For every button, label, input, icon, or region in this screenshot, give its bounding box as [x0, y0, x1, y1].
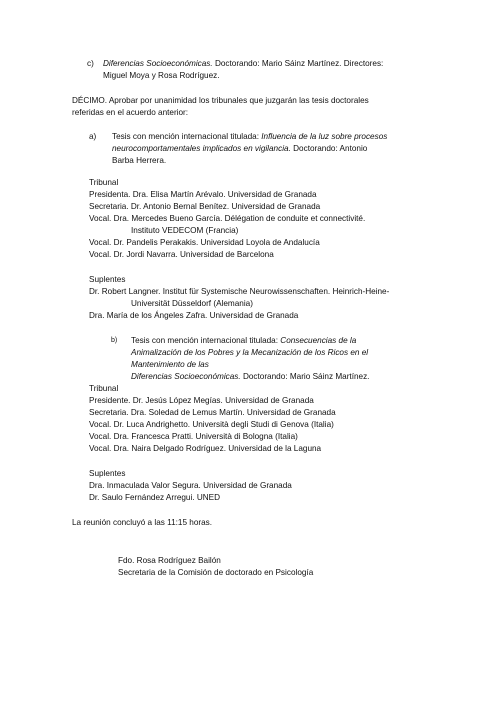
item-c-line2: Miguel Moya y Rosa Rodríguez. [103, 71, 220, 80]
tribunal-b-heading: Tribunal [89, 384, 119, 393]
suplentes-b-member: Dr. Saulo Fernández Arregui. UNED [89, 493, 221, 502]
decimo-line2: referidas en el acuerdo anterior: [72, 108, 189, 117]
tribunal-a-heading: Tribunal [89, 178, 119, 187]
item-a-marker: a) [89, 132, 97, 141]
item-a-doctorando-1: Doctorando: Antonio [290, 144, 368, 153]
item-a-prefix: Tesis con mención internacional titulada: [112, 132, 262, 141]
item-a-line3: Barba Herrera. [112, 156, 167, 165]
item-b-prefix: Tesis con mención internacional titulada: [131, 336, 281, 345]
item-c-marker: c) [87, 59, 94, 68]
suplentes-a-member-continued: Universität Düsseldorf (Alemania) [131, 299, 253, 308]
item-c-details: Doctorando: Mario Sáinz Martínez. Directores: [212, 59, 384, 68]
item-b-doctorando: Doctorando: Mario Sáinz Martínez. [240, 372, 370, 381]
tribunal-b-member: Presidente. Dr. Jesús López Megías. Universidad de Granada [89, 396, 314, 405]
item-b-title-2: Animalización de los Pobres y la Mecanización de los Ricos en el [131, 348, 369, 357]
item-b-title-3: Mantenimiento de las [131, 360, 209, 369]
suplentes-a-member: Dr. Robert Langner. Institut für Systemische Neurowissenschaften. Heinrich-Heine- [89, 287, 390, 296]
closing-statement: La reunión concluyó a las 11:15 horas. [72, 518, 213, 527]
suplentes-b-heading: Suplentes [89, 469, 126, 478]
tribunal-b-member: Vocal. Dr. Luca Andrighetto. Università degli Studi di Genova (Italia) [89, 420, 334, 429]
item-c-line1 [103, 58, 383, 70]
item-b-title-1: Consecuencias de la [280, 336, 357, 345]
tribunal-b-member: Secretaria. Dra. Soledad de Lemus Martín. Universidad de Granada [89, 408, 336, 417]
item-a-line2 [112, 143, 367, 155]
suplentes-a-member: Dra. María de los Ángeles Zafra. Universidad de Granada [89, 311, 299, 320]
signature-name: Fdo. Rosa Rodríguez Bailón [118, 556, 221, 565]
tribunal-b-member: Vocal. Dra. Naira Delgado Rodríguez. Universidad de la Laguna [89, 444, 322, 453]
item-c-thesis-title: Diferencias Socioeconómicas. [103, 59, 213, 68]
tribunal-a-member-continued: Instituto VEDECOM (Francia) [131, 226, 239, 235]
item-b-line1 [131, 335, 356, 347]
decimo-line1: DÉCIMO. Aprobar por unanimidad los tribunales que juzgarán las tesis doctorales [72, 96, 369, 105]
item-b-title-4: Diferencias Socioeconómicas. [131, 372, 241, 381]
tribunal-b-member: Vocal. Dra. Francesca Pratti. Università di Bologna (Italia) [89, 432, 298, 441]
signature-role: Secretaria de la Comisión de doctorado en Psicología [118, 568, 314, 577]
item-b-marker: b) [111, 337, 118, 344]
item-b-line4 [131, 371, 369, 383]
tribunal-a-member: Presidenta. Dra. Elisa Martín Arévalo. Universidad de Granada [89, 190, 317, 199]
suplentes-a-heading: Suplentes [89, 275, 126, 284]
tribunal-a-member: Secretaria. Dr. Antonio Bernal Benítez. Universidad de Granada [89, 202, 321, 211]
item-a-line1 [112, 131, 387, 143]
item-a-title-1: Influencia de la luz sobre procesos [261, 132, 388, 141]
tribunal-a-member: Vocal. Dr. Pandelis Perakakis. Universidad Loyola de Andalucía [89, 238, 320, 247]
suplentes-b-member: Dra. Inmaculada Valor Segura. Universidad de Granada [89, 481, 292, 490]
tribunal-a-member: Vocal. Dra. Mercedes Bueno García. Délégation de conduite et connectivité. [89, 214, 366, 223]
item-a-title-2: neurocomportamentales implicados en vigilancia. [112, 144, 291, 153]
tribunal-a-member: Vocal. Dr. Jordi Navarra. Universidad de Barcelona [89, 250, 274, 259]
